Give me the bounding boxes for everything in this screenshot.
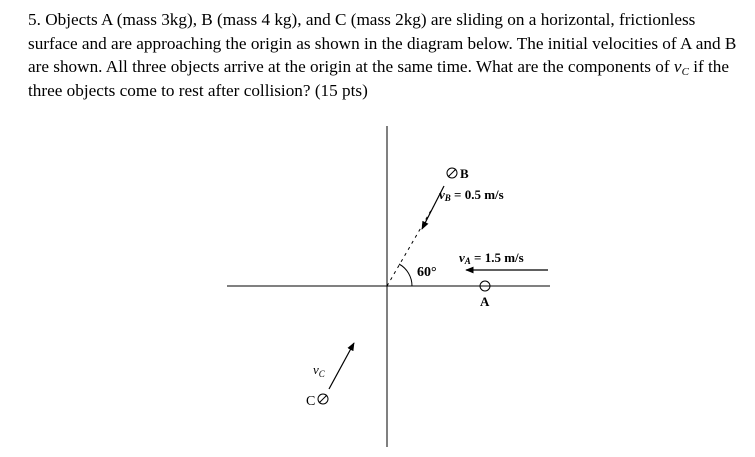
object-c-label: C [306, 394, 316, 409]
vb-subscript: B [444, 193, 451, 203]
velocity-a-label [459, 250, 524, 266]
vc-subscript: C [681, 66, 689, 78]
velocity-c-arrow [329, 343, 354, 389]
angle-label: 60° [417, 265, 437, 280]
vc-symbol: v [673, 57, 682, 76]
velocity-b-label [439, 187, 504, 203]
vc-diagram-symbol: v [313, 362, 319, 377]
problem-text-part1: Objects A (mass 3kg), B (mass 4 kg), and C (mass 2kg) are sliding on a horizontal, frictionless surface and are approaching the origin as shown in the diagram below. The initial velocities of A and B are shown. All three objects arrive at the origin at the same time. What are the components of [28, 10, 737, 76]
object-c-slash [319, 395, 327, 403]
object-b-label: B [460, 166, 469, 181]
problem-text-part2: if the three objects come to rest after collision? (15 pts) [28, 57, 729, 100]
velocity-c-label [313, 362, 326, 379]
object-a-label: A [480, 294, 490, 309]
object-b-slash [448, 169, 456, 177]
angle-arc [399, 264, 412, 286]
va-symbol: v [459, 250, 465, 265]
problem-number: 5. [28, 10, 41, 29]
vb-value: = 0.5 m/s [450, 187, 504, 202]
vc-diagram-subscript: C [318, 369, 325, 379]
va-value: = 1.5 m/s [470, 250, 524, 265]
va-subscript: A [464, 256, 471, 266]
vb-symbol: v [439, 187, 445, 202]
